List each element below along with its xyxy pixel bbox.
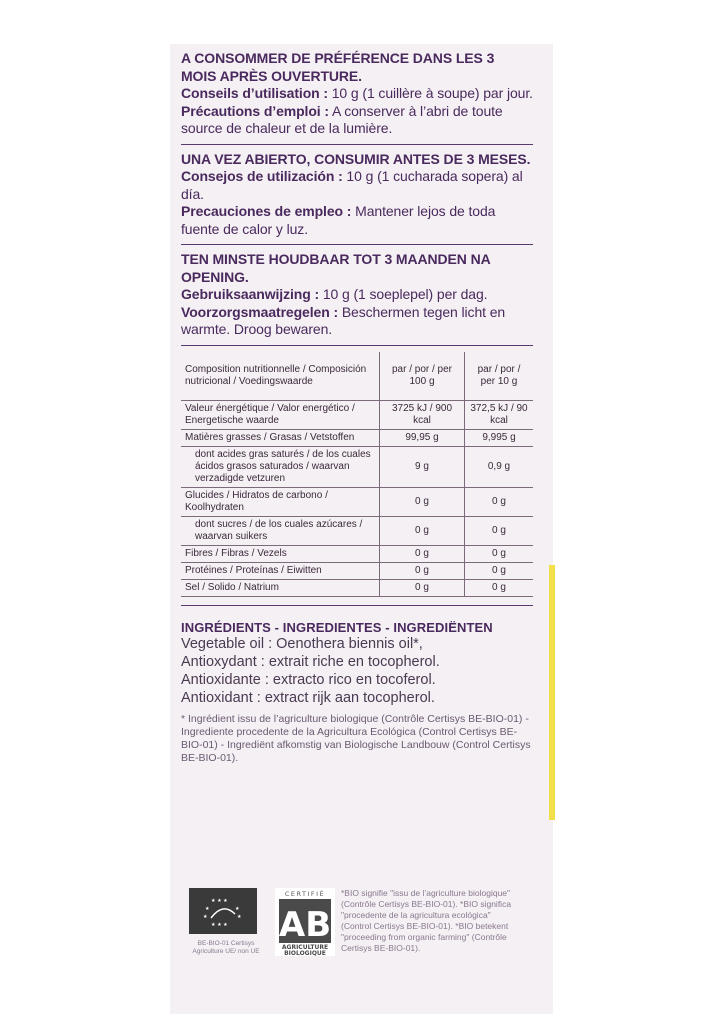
spanish-use-text: 10 g (1 cucharada sopera) al día. <box>181 168 523 202</box>
divider <box>181 244 533 245</box>
divider <box>181 605 533 606</box>
table-row <box>181 446 533 487</box>
nutrient-value-per100: 0 g <box>380 579 465 596</box>
dutch-use-label: Gebruiksaanwijzing : <box>181 286 320 302</box>
dutch-use-text: 10 g (1 soeplepel) per dag. <box>319 286 488 302</box>
table-row <box>181 487 533 516</box>
ingredient-line: Vegetable oil : Oenothera biennis oil*, <box>181 635 423 652</box>
nutrient-label: Sel / Solido / Natrium <box>181 579 380 596</box>
nutrient-value-per10: 0 g <box>465 487 534 516</box>
spanish-precaution-text: Mantener lejos de toda fuente de calor y luz. <box>181 203 496 237</box>
nutrient-value-per10: 0 g <box>465 516 534 545</box>
french-heading: A CONSOMMER DE PRÉFÉRENCE DANS LES 3 MOIS APRÈS OUVERTURE. <box>181 50 495 84</box>
nutrient-value-per100: 0 g <box>380 516 465 545</box>
divider <box>181 144 533 145</box>
french-section <box>181 50 533 138</box>
nutrient-value-per100: 99,95 g <box>380 429 465 446</box>
ingredient-line: Antioxydant : extrait riche en tocopherol. <box>181 653 440 670</box>
ingredient-line: Antioxidant : extract rijk aan tocopherol. <box>181 689 435 706</box>
nutrient-value-per10: 0,9 g <box>465 446 534 487</box>
french-use-text: 10 g (1 cuillère à soupe) par jour. <box>327 85 533 101</box>
nutrition-header-label: Composition nutritionnelle / Composición nutricional / Voedingswaarde <box>181 352 380 401</box>
table-row <box>181 429 533 446</box>
nutrient-label: Glucides / Hidratos de carbono / Koolhydraten <box>181 487 380 516</box>
label-content <box>181 50 533 765</box>
nutrient-value-per10: 0 g <box>465 545 534 562</box>
french-precaution-label: Précautions d’emploi : <box>181 102 329 119</box>
nutrient-value-per100: 0 g <box>380 562 465 579</box>
nutrient-label: Matières grasses / Grasas / Vetstoffen <box>181 429 380 446</box>
nutrition-header-row <box>181 352 533 401</box>
certification-logos <box>183 888 543 968</box>
ingredient-line: Antioxidante : extracto rico en tocoferol. <box>181 671 436 688</box>
divider <box>181 345 533 346</box>
ab-bottom-line1: AGRICULTURE <box>281 944 329 951</box>
nutrient-value-per100: 0 g <box>380 487 465 516</box>
eu-organic-logo-icon <box>189 888 257 934</box>
nutrient-value-per100: 0 g <box>380 545 465 562</box>
svg-text:★: ★ <box>203 914 208 920</box>
nutrient-value-per100: 9 g <box>380 446 465 487</box>
ingredients-title: INGRÉDIENTS - INGREDIENTES - INGREDIËNTEN <box>181 619 493 635</box>
nutrient-value-per10: 9,995 g <box>465 429 534 446</box>
french-precaution-text: A conserver à l’abri de toute source de chaleur et de la lumière. <box>181 102 503 136</box>
eu-logo-caption: BE-BIO-01 Certisys Agriculture UE/ non UE <box>192 940 260 955</box>
nutrition-table <box>181 352 533 597</box>
nutrient-label: Valeur énergétique / Valor energético / Energetische waarde <box>181 400 380 429</box>
spanish-precaution-label: Precauciones de empleo : <box>181 203 352 219</box>
svg-text:★ ★ ★: ★ ★ ★ <box>211 898 228 904</box>
ab-letters: AB <box>278 905 332 945</box>
organic-footnote: * Ingrédient issu de l’agriculture biologique (Contrôle Certisys BE-BIO-01) - Ingrediente procedente de la Agricultura Ecológica (Control Certisys BE-BIO-01) - Ingrediënt afkomstig van Biologische Landbouw (Control Certisys BE-BIO-01). <box>181 712 531 764</box>
nutrient-value-per100: 3725 kJ / 900 kcal <box>380 400 465 429</box>
svg-text:★: ★ <box>205 906 210 912</box>
yellow-edge-strip <box>549 565 555 820</box>
dutch-section <box>181 251 533 339</box>
nutrient-label: dont sucres / de los cuales azúcares / waarvan suikers <box>181 516 380 545</box>
spanish-use-label: Consejos de utilización : <box>181 168 343 184</box>
table-row <box>181 562 533 579</box>
svg-text:★: ★ <box>235 906 240 912</box>
bio-definition-note: *BIO signifie "issu de l’agriculture biologique" (Contrôle Certisys BE-BIO-01). *BIO significa "procedente de la agricultura ecológica" (Control Certisys BE-BIO-01). *BIO betekent "proceeding from organic farming" (Contrôle Certisys BE-BIO-01). <box>341 888 512 953</box>
dutch-precaution-text: Beschermen tegen licht en warmte. Droog bewaren. <box>181 303 506 337</box>
dutch-heading: TEN MINSTE HOUDBAAR TOT 3 MAANDEN NA OPENING. <box>181 251 491 285</box>
svg-text:★: ★ <box>237 914 242 920</box>
nutrient-label: Fibres / Fibras / Vezels <box>181 545 380 562</box>
nutrient-label: Protéines / Proteínas / Eiwitten <box>181 562 380 579</box>
nutrient-value-per10: 0 g <box>465 562 534 579</box>
table-row <box>181 545 533 562</box>
french-use-label: Conseils d’utilisation : <box>181 85 328 101</box>
nutrient-label: dont acides gras saturés / de los cuales ácidos grasos saturados / waarvan verzadigde vetzuren <box>181 446 380 487</box>
nutrient-value-per10: 372,5 kJ / 90 kcal <box>465 400 534 429</box>
svg-text:★ ★ ★: ★ ★ ★ <box>211 922 228 928</box>
table-row <box>181 516 533 545</box>
table-row <box>181 400 533 429</box>
spanish-section <box>181 151 533 239</box>
spanish-heading: UNA VEZ ABIERTO, CONSUMIR ANTES DE 3 MESES. <box>181 150 531 167</box>
ab-organic-logo-icon <box>275 888 335 956</box>
nutrition-header-per100: par / por / per 100 g <box>380 352 465 401</box>
ab-top-text: CERTIFIÉ <box>284 890 326 898</box>
nutrient-value-per10: 0 g <box>465 579 534 596</box>
table-row <box>181 579 533 596</box>
ingredients-list <box>181 635 533 707</box>
nutrition-header-per10: par / por / per 10 g <box>465 352 534 401</box>
ab-bottom-line2: BIOLOGIQUE <box>284 950 326 956</box>
dutch-precaution-label: Voorzorgsmaatregelen : <box>181 303 339 320</box>
